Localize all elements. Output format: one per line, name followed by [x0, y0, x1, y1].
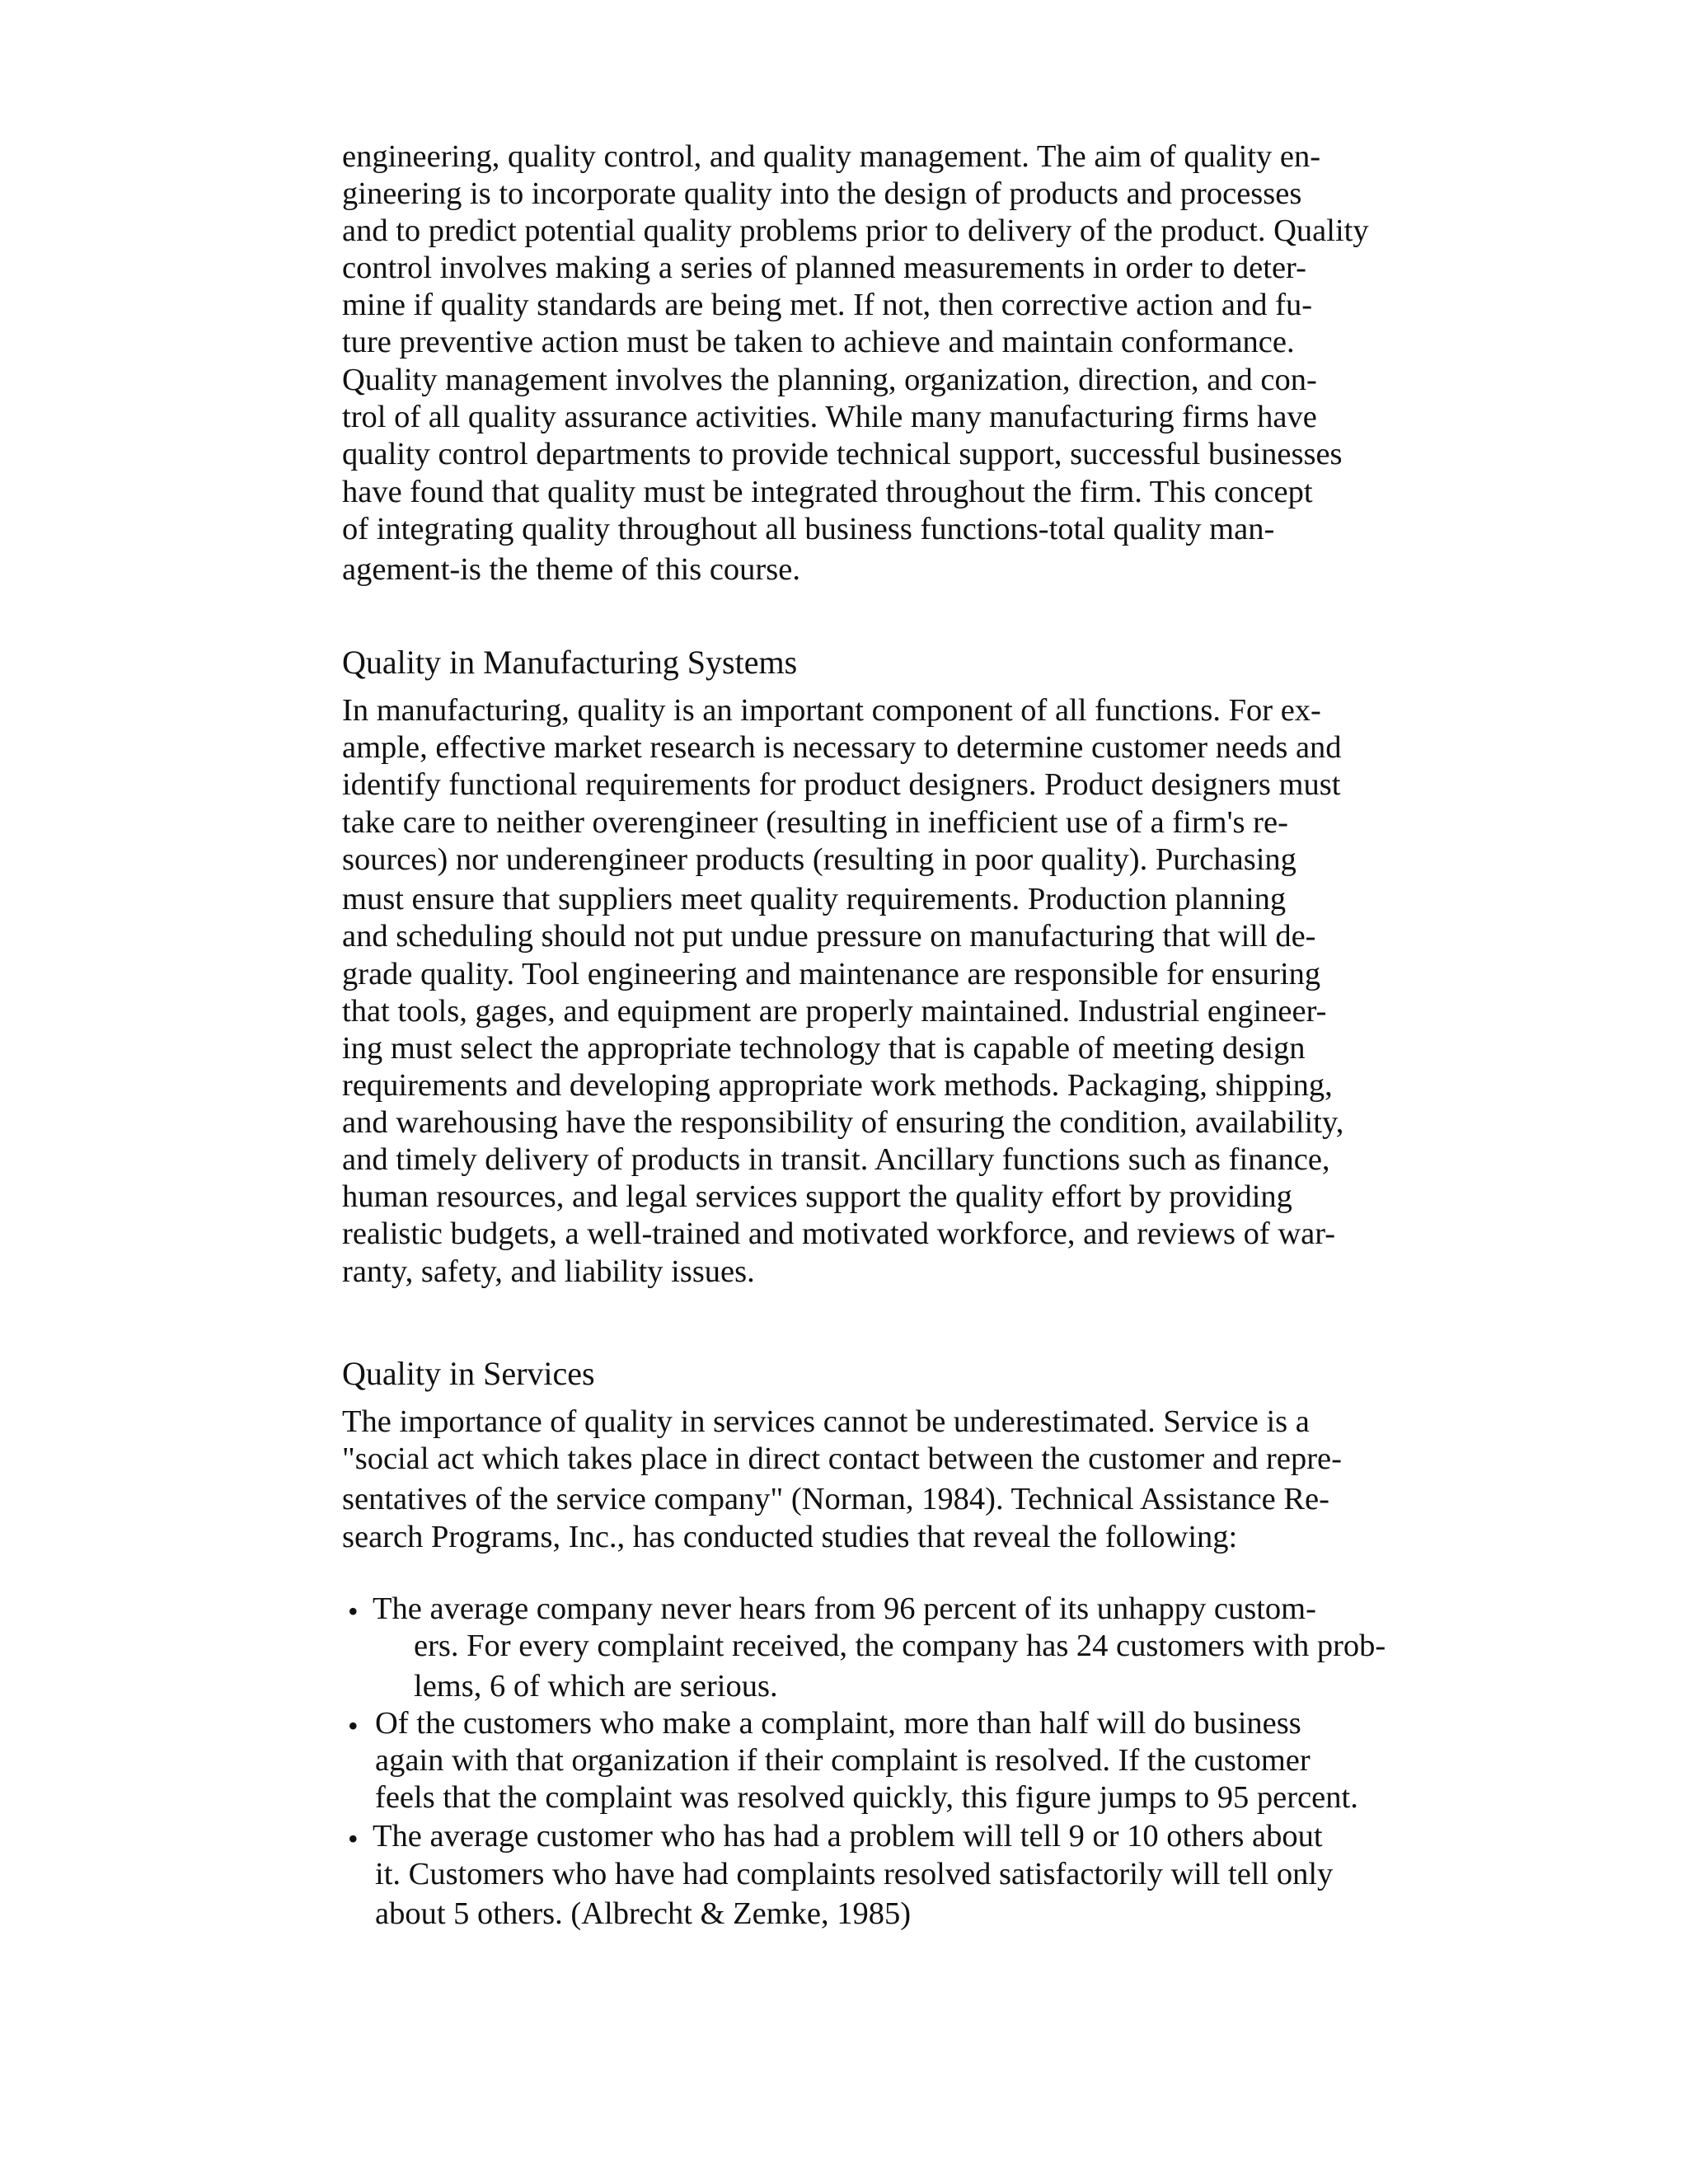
text-line: and timely delivery of products in transit. Ancillary functions such as finance,	[342, 1142, 1330, 1177]
bullet-marker: •	[348, 1709, 359, 1742]
text-line: of integrating quality throughout all business functions-total quality man-	[342, 512, 1275, 546]
text-line: agement-is the theme of this course.	[342, 552, 800, 587]
text-line: ture preventive action must be taken to achieve and maintain conformance.	[342, 325, 1295, 359]
text-line: "social act which takes place in direct contact between the customer and repre-	[342, 1441, 1342, 1476]
text-line: ers. For every complaint received, the company has 24 customers with prob-	[414, 1629, 1386, 1663]
text-line: grade quality. Tool engineering and maintenance are responsible for ensuring	[342, 957, 1321, 991]
text-line: trol of all quality assurance activities. While many manufacturing firms have	[342, 400, 1317, 434]
text-line: ranty, safety, and liability issues.	[342, 1254, 755, 1289]
text-line: take care to neither overengineer (resulting in inefficient use of a firm's re-	[342, 805, 1288, 840]
text-line: about 5 others. (Albrecht & Zemke, 1985)	[375, 1896, 912, 1931]
bullet-marker: •	[348, 1822, 359, 1855]
bullet-marker: •	[348, 1595, 359, 1628]
text-line: sources) nor underengineer products (resulting in poor quality). Purchasing	[342, 842, 1296, 877]
text-line: realistic budgets, a well-trained and motivated workforce, and reviews of war-	[342, 1216, 1336, 1251]
text-line: engineering, quality control, and quality management. The aim of quality en-	[342, 139, 1321, 174]
text-line: again with that organization if their complaint is resolved. If the customer	[375, 1743, 1311, 1778]
text-line: and scheduling should not put undue pressure on manufacturing that will de-	[342, 919, 1316, 954]
text-line: human resources, and legal services support the quality effort by providing	[342, 1179, 1292, 1214]
text-line: ing must select the appropriate technology that is capable of meeting design	[342, 1031, 1306, 1066]
text-line: The average customer who has had a problem will tell 9 or 10 others about	[373, 1819, 1323, 1854]
text-line: identify functional requirements for product designers. Product designers must	[342, 767, 1341, 802]
text-line: and warehousing have the responsibility of ensuring the condition, availability,	[342, 1105, 1344, 1140]
text-line: The average company never hears from 96 percent of its unhappy custom-	[373, 1591, 1316, 1626]
text-line: The importance of quality in services cannot be underestimated. Service is a	[342, 1404, 1310, 1439]
text-line: control involves making a series of planned measurements in order to deter-	[342, 251, 1306, 285]
text-line: and to predict potential quality problems prior to delivery of the product. Quality	[342, 213, 1369, 248]
text-line: quality control departments to provide technical support, successful businesses	[342, 437, 1343, 471]
text-line: have found that quality must be integrated throughout the firm. This concept	[342, 475, 1313, 509]
section-heading-services: Quality in Services	[342, 1355, 595, 1392]
text-line: it. Customers who have had complaints resolved satisfactorily will tell only	[375, 1857, 1334, 1891]
text-line: mine if quality standards are being met. If not, then corrective action and fu-	[342, 288, 1313, 322]
text-line: requirements and developing appropriate work methods. Packaging, shipping,	[342, 1068, 1333, 1103]
text-line: In manufacturing, quality is an important component of all functions. For ex-	[342, 693, 1321, 728]
text-line: sentatives of the service company" (Norman, 1984). Technical Assistance Re-	[342, 1482, 1329, 1516]
text-line: gineering is to incorporate quality into the design of products and processes	[342, 176, 1302, 211]
text-line: feels that the complaint was resolved quickly, this figure jumps to 95 percent.	[375, 1780, 1358, 1815]
text-line: that tools, gages, and equipment are properly maintained. Industrial engineer-	[342, 994, 1327, 1029]
text-line: ample, effective market research is necessary to determine customer needs and	[342, 730, 1342, 765]
text-line: lems, 6 of which are serious.	[414, 1669, 778, 1704]
text-line: must ensure that suppliers meet quality requirements. Production planning	[342, 882, 1287, 916]
text-line: search Programs, Inc., has conducted studies that reveal the following:	[342, 1520, 1238, 1554]
text-line: Quality management involves the planning, organization, direction, and con-	[342, 363, 1317, 397]
section-heading-manufacturing: Quality in Manufacturing Systems	[342, 644, 798, 681]
text-line: Of the customers who make a complaint, more than half will do business	[375, 1706, 1301, 1741]
